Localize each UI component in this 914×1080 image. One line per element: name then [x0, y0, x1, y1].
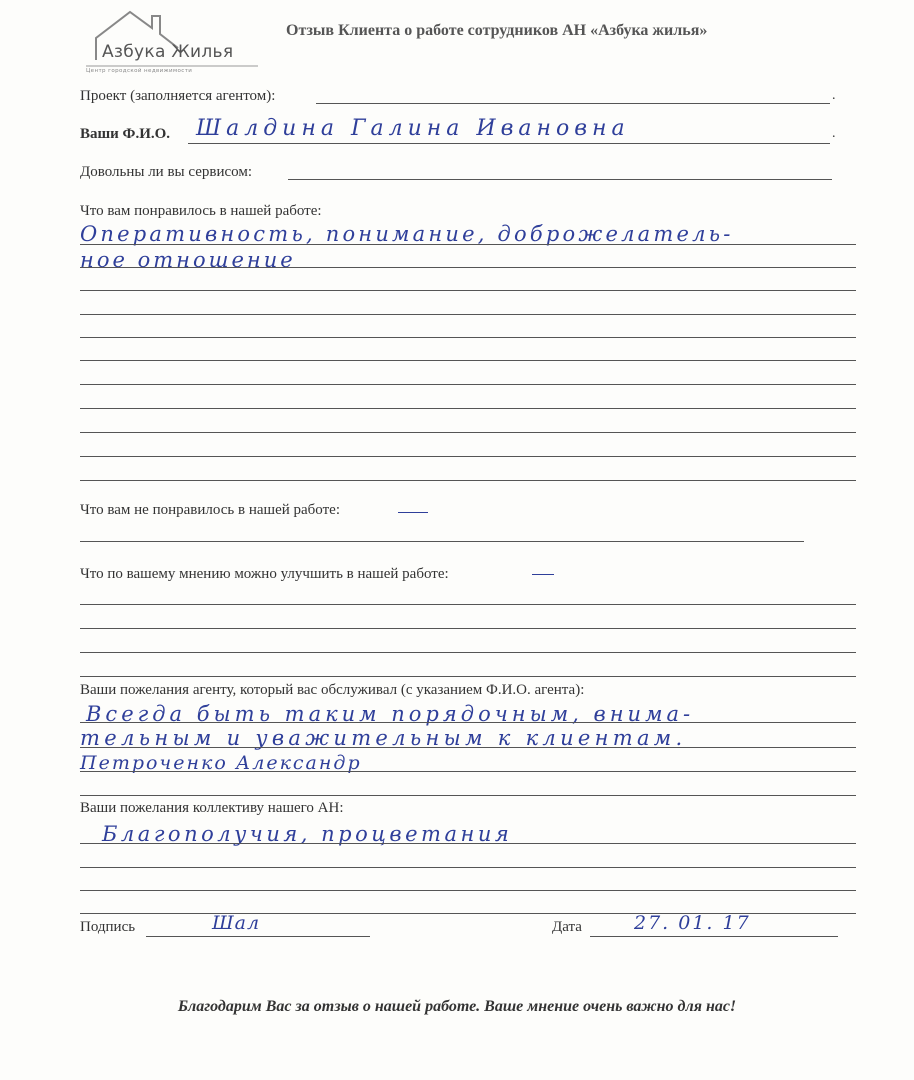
line-end-dot: . — [832, 126, 836, 141]
agent-wishes-handwriting-line-3: Петроченко Александр — [80, 752, 362, 774]
project-line — [316, 103, 830, 104]
improve-line — [80, 652, 856, 653]
thank-you-footer: Благодарим Вас за отзыв о нашей работе. Ваше мнение очень важно для нас! — [177, 998, 737, 1015]
signature-label: Подпись — [80, 919, 136, 935]
name-label: Ваши Ф.И.О. — [80, 126, 171, 142]
liked-line — [80, 290, 856, 291]
house-roof-icon — [82, 6, 262, 76]
logo-subtitle: Центр городской недвижимости — [86, 68, 193, 74]
form-title: Отзыв Клиента о работе сотрудников АН «Азбука жилья» — [286, 22, 708, 39]
disliked-line — [80, 541, 804, 542]
signature-handwriting: Шал — [212, 912, 261, 934]
team-wishes-label: Ваши пожелания коллективу нашего АН: — [80, 800, 344, 816]
liked-line — [80, 360, 856, 361]
liked-line — [80, 337, 856, 338]
liked-line — [80, 314, 856, 315]
liked-label: Что вам понравилось в нашей работе: — [80, 203, 322, 219]
date-line — [590, 936, 838, 937]
liked-handwriting-line-1: Оперативность, понимание, доброжелатель- — [80, 222, 734, 246]
satisfied-label: Довольны ли вы сервисом: — [80, 164, 253, 180]
handwritten-dash — [532, 574, 554, 575]
name-handwriting: Шалдина Галина Ивановна — [196, 116, 630, 141]
team-wishes-line — [80, 890, 856, 891]
team-wishes-line — [80, 867, 856, 868]
liked-line — [80, 244, 856, 245]
agent-wishes-line — [80, 722, 856, 723]
team-wishes-handwriting: Благополучия, процветания — [102, 822, 513, 846]
line-end-dot: . — [832, 88, 836, 103]
handwritten-dash — [398, 512, 428, 513]
logo-text: Азбука Жилья — [102, 42, 234, 62]
liked-line — [80, 432, 856, 433]
liked-line — [80, 480, 856, 481]
liked-line — [80, 408, 856, 409]
agent-wishes-line — [80, 771, 856, 772]
agent-wishes-handwriting-line-1: Всегда быть таким порядочным, внима- — [86, 702, 695, 726]
improve-line — [80, 628, 856, 629]
date-label: Дата — [552, 919, 582, 935]
agent-wishes-line — [80, 747, 856, 748]
agent-wishes-label: Ваши пожелания агенту, который вас обслуживал (с указанием Ф.И.О. агента): — [80, 682, 585, 698]
satisfied-line — [288, 179, 832, 180]
liked-line — [80, 384, 856, 385]
liked-handwriting-line-2: ное отношение — [80, 248, 296, 272]
disliked-label: Что вам не понравилось в нашей работе: — [80, 502, 340, 518]
company-logo — [82, 6, 262, 76]
name-line — [188, 143, 830, 144]
improve-line — [80, 604, 856, 605]
liked-line — [80, 267, 856, 268]
team-wishes-line — [80, 843, 856, 844]
date-handwriting: 27. 01. 17 — [634, 912, 751, 934]
agent-wishes-handwriting-line-2: тельным и уважительным к клиентам. — [80, 726, 687, 750]
agent-wishes-line — [80, 795, 856, 796]
signature-line — [146, 936, 370, 937]
improve-line — [80, 676, 856, 677]
project-label: Проект (заполняется агентом): — [80, 88, 276, 104]
improve-label: Что по вашему мнению можно улучшить в нашей работе: — [80, 566, 449, 582]
liked-line — [80, 456, 856, 457]
